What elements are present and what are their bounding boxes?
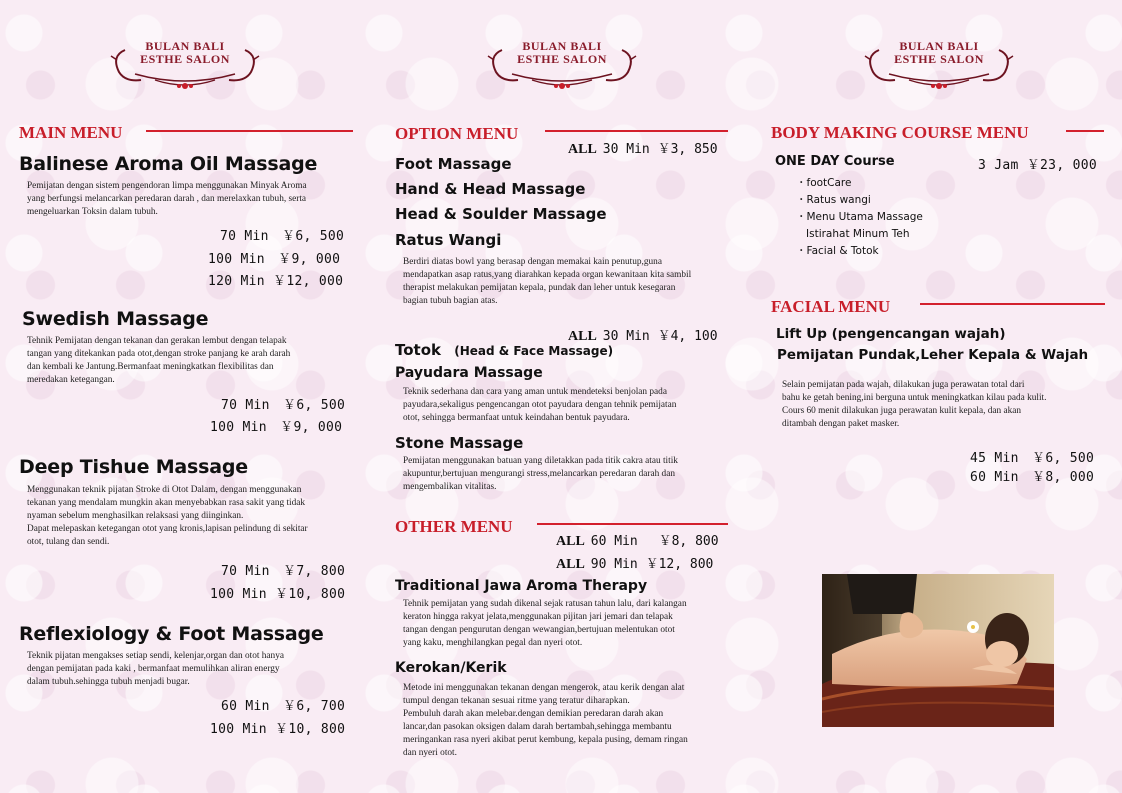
logo-line1: BULAN BALI [899,39,979,53]
logo-line2: ESTHE SALON [894,52,984,66]
price: 45 Min ￥6, 500 [970,451,1095,466]
course-items [796,175,923,260]
service-desc: Menggunakan teknik pijatan Stroke di Otot Dalam, dengan menggunakan tekanan yang mendalam mungkin akan menyebabkan rasa sakit yang tidak nyaman sebelum menghasilkan relaksasi yang diinginkan. Dapat melepaskan ketegangan otot yang kronis,lapisan pelindung di sekitar otot, tulang dan sendi. [27,485,308,547]
price: 70 Min ￥6, 500 [220,229,345,244]
service-desc: Teknik sederhana dan cara yang aman untuk mendeteksi benjolan pada payudara,sekaligus pengencangan otot payudara dengan tehnik pemijatan otot, sehingga bermanfaat untuk keindahan bentuk payudara. [403,387,677,423]
panel-option-menu [374,0,748,793]
heading-rule [1066,130,1104,132]
totok-title [395,341,613,359]
price: 30 Min ￥4, 100 [602,329,718,344]
panel-body-facial [748,0,1122,793]
list-item: Istirahat Minum Teh [796,228,910,240]
list-item: ・footCare [796,177,852,189]
logo-line2: ESTHE SALON [517,52,607,66]
service-title: Traditional Jawa Aroma Therapy [395,578,648,594]
main-menu-heading: MAIN MENU [19,123,123,142]
price: 100 Min ￥9, 000 [208,252,341,267]
service-title: Kerokan/Kerik [395,660,507,676]
course-title: ONE DAY Course [775,154,895,169]
logo-line1: BULAN BALI [522,39,602,53]
option-item: Foot Massage [395,155,512,173]
salon-logo [105,30,265,94]
heading-rule [920,303,1105,305]
other-all-price-1 [556,530,719,550]
facial-menu-heading: FACIAL MENU [771,297,891,316]
service-title: Balinese Aroma Oil Massage [19,153,318,175]
list-item: ・Menu Utama Massage [796,211,923,223]
service-desc: Pemijatan dengan sistem pengendoran limpa menggunakan Minyak Aroma yang berfungsi melancarkan peredaran darah , dan merelaxkan tubuh, serta mengeluarkan Toksin dalam tubuh. [27,181,307,217]
service-desc: Teknik pijatan mengakses setiap sendi, kelenjar,organ dan otot hanya dengan pemijatan pada kaki , bermanfaat memulihkan aliran energy dalam tubuh.sehingga tubuh menjadi bugar. [27,651,284,687]
salon-logo [482,30,642,94]
service-title: Stone Massage [395,434,524,452]
price: 90 Min ￥12, 800 [590,557,714,572]
service-title: Deep Tishue Massage [19,456,248,478]
price: 100 Min ￥10, 800 [210,722,346,737]
service-desc: Pemijatan menggunakan batuan yang diletakkan pada titik cakra atau titik akupuntur,bertujuan mengurangi stress,melancarkan peredaran darah dan mengembalikan vitalitas. [403,456,678,492]
price: 70 Min ￥7, 800 [221,564,346,579]
service-desc: Berdiri diatas bowl yang berasap dengan memakai kain penutup,guna mendapatkan asap ratus,yang diarahkan kepada organ kewanitaan kita sambil therapist melakukan pemijatan kepala, pundak dan leher untuk kesegaran bagian tubuh bagian atas. [403,257,692,306]
totok-subtitle: (Head & Face Massage) [454,344,614,358]
course-price: 3 Jam ￥23, 000 [978,158,1097,173]
body-making-heading: BODY MAKING COURSE MENU [771,123,1029,142]
logo-line1: BULAN BALI [145,39,225,53]
option-item: Ratus Wangi [395,231,502,249]
price: 100 Min ￥10, 800 [210,587,346,602]
option-menu-heading: OPTION MENU [395,124,519,143]
facial-line2: Pemijatan Pundak,Leher Kepala & Wajah [777,347,1089,363]
heading-rule [537,523,728,525]
service-title: Payudara Massage [395,365,543,381]
price: 30 Min ￥3, 850 [602,142,718,157]
option-all-price [568,138,718,158]
service-title: Reflexiology & Foot Massage [19,623,324,645]
service-desc: Tehnik pemijatan yang sudah dikenal sejak ratusan tahun lalu, dari kalangan keraton hingga rakyat jelata,menggunakan pijitan jari jemari dan telapak tangan dengan pengurutan dengan wewangian,bertujuan melentukan otot yang kaku, menghilangkan pegal dan nyeri otot. [403,599,687,648]
all-label: ALL [568,329,597,344]
price: 60 Min ￥8, 800 [590,534,719,549]
heading-rule [146,130,353,132]
other-all-price-2 [556,553,713,573]
service-desc: Selain pemijatan pada wajah, dilakukan juga perawatan total dari bahu ke getah bening,ini berguna untuk meningkatkan kilau pada kulit. Cours 60 menit dilakukan juga perawatan kulit kepala, dan akan ditambah dengan paket masker. [782,380,1047,429]
service-title: Swedish Massage [22,308,209,330]
facial-line1: Lift Up (pengencangan wajah) [776,326,1006,342]
option-item: Hand & Head Massage [395,180,586,198]
price: 60 Min ￥8, 000 [970,470,1095,485]
option-item: Head & Soulder Massage [395,205,607,223]
all-label: ALL [556,534,585,549]
price: 70 Min ￥6, 500 [221,398,346,413]
service-desc: Tehnik Pemijatan dengan tekanan dan gerakan lembut dengan telapak tangan yang ditekankan pada otot,dengan stroke panjang ke arah darah dan kembali ke Jantung.Bermanfaat meningkatkan flexibilitas dan meredakan ketegangan. [27,336,291,385]
all-label: ALL [568,142,597,157]
panel-main-menu [0,0,374,793]
service-desc: Metode ini menggunakan tekanan dengan mengerok, atau kerik dengan alat tumpul dengan tekanan sesuai ritme yang teratur diharapkan. Pembuluh darah akan melebar.dengan demikian peredaran darah akan lancar,dan pasokan oksigen dalam darah bertambah,sehingga membantu meringankan rasa nyeri akibat perut kembung, kepala pusing, demam ringan dan nyeri otot. [403,683,688,758]
list-item: ・Ratus wangi [796,194,871,206]
heading-rule [545,130,728,132]
logo-line2: ESTHE SALON [140,52,230,66]
totok-label: Totok [395,341,441,359]
salon-logo [859,30,1019,94]
price: 60 Min ￥6, 700 [221,699,346,714]
price: 120 Min ￥12, 000 [208,274,344,289]
price: 100 Min ￥9, 000 [210,420,343,435]
all-label: ALL [556,557,585,572]
list-item: ・Facial & Totok [796,245,879,257]
other-menu-heading: OTHER MENU [395,517,513,536]
massage-photo [822,574,1054,727]
